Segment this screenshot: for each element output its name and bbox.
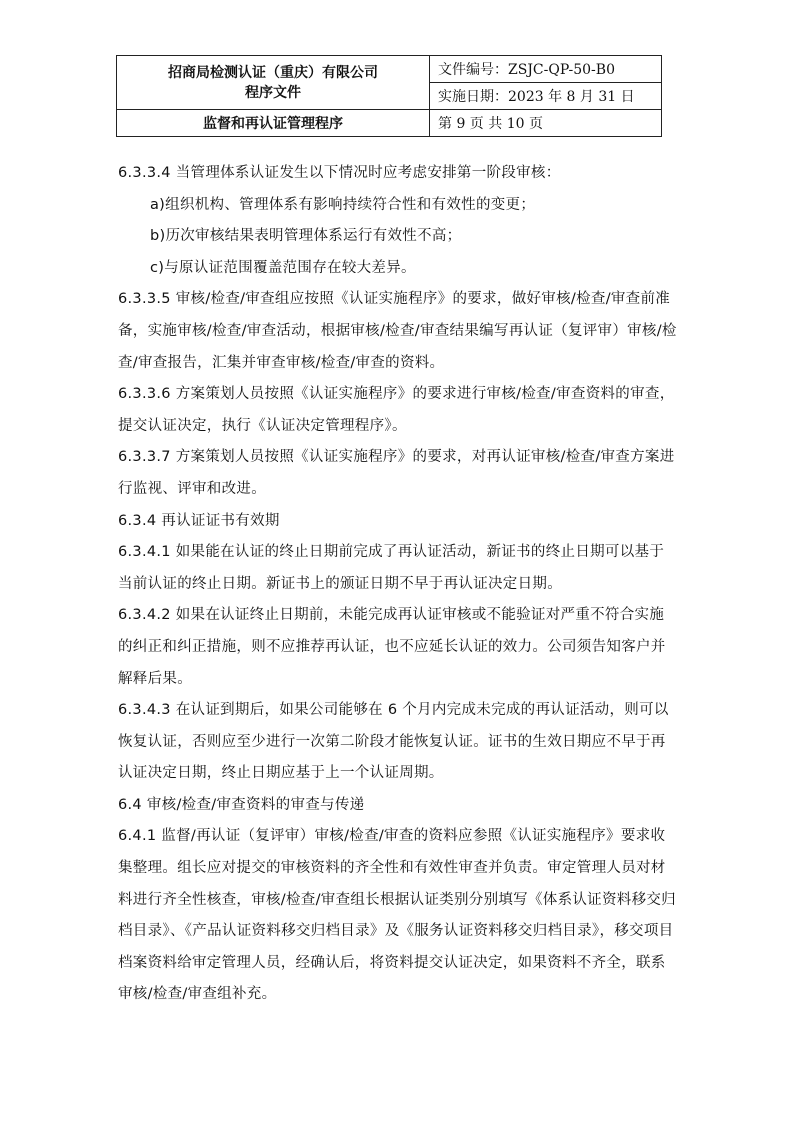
paragraph-6-3-3-7: 6.3.3.7 方案策划人员按照《认证实施程序》的要求，对再认证审核/检查/审查方案进行监视、评审和改进。 <box>118 449 675 497</box>
paragraph-6-3-3-5: 6.3.3.5 审核/检查/审查组应按照《认证实施程序》的要求，做好审核/检查/审查前准备，实施审核/检查/审查活动，根据审核/检查/审查结果编写再认证（复评审）审核/检查/审查报告，汇集并审查审核/检查/审查的资料。 <box>118 291 677 371</box>
doc-number: 文件编号：ZSJC-QP-50-B0 <box>430 56 662 83</box>
page-info: 第 9 页 共 10 页 <box>430 110 662 137</box>
paragraph-6-3-4-3: 6.3.4.3 在认证到期后，如果公司能够在 6 个月内完成未完成的再认证活动，则可以恢复认证，否则应至少进行一次第二阶段才能恢复认证。证书的生效日期应不早于再认证决定日期，终止日期应基于上一个认证周期。 <box>118 702 669 782</box>
paragraph-6-3-4-1: 6.3.4.1 如果能在认证的终止日期前完成了再认证活动，新证书的终止日期可以基于当前认证的终止日期。新证书上的颁证日期不早于再认证决定日期。 <box>118 544 665 592</box>
doc-type: 程序文件 <box>245 84 301 101</box>
effective-date: 实施日期：2023 年 8 月 31 日 <box>430 83 662 110</box>
paragraph-6-3-3-4: 6.3.3.4 当管理体系认证发生以下情况时应考虑安排第一阶段审核： <box>118 165 561 181</box>
company-cell <box>117 56 430 110</box>
document-body <box>118 158 678 1011</box>
document-header-table <box>116 55 662 137</box>
doc-title: 监督和再认证管理程序 <box>117 110 430 137</box>
list-item-b: b)历次审核结果表明管理体系运行有效性不高； <box>150 228 462 245</box>
company-name: 招商局检测认证（重庆）有限公司 <box>168 64 378 81</box>
paragraph-6-3-3-6: 6.3.3.6 方案策划人员按照《认证实施程序》的要求进行审核/检查/审查资料的审查，提交认证决定，执行《认证决定管理程序》。 <box>118 386 675 434</box>
heading-6-4: 6.4 审核/检查/审查资料的审查与传递 <box>118 796 365 813</box>
list-item-c: c)与原认证范围覆盖范围存在较大差异。 <box>150 259 416 276</box>
paragraph-6-4-1: 6.4.1 监督/再认证（复评审）审核/检查/审查的资料应参照《认证实施程序》要求收集整理。组长应对提交的审核资料的齐全性和有效性审查并负责。审定管理人员对材料进行齐全性核查，审核/检查/审查组长根据认证类别分别填写《体系认证资料移交归档目录》、《产品认证资料移交归档目录》及《服务认证资料移交归档目录》，移交项目档案资料给审定管理人员，经确认后，将资料提交认证决定，如果资料不齐全，联系审核/检查/审查组补充。 <box>118 828 676 1003</box>
list-item-a: a)组织机构、管理体系有影响持续符合性和有效性的变更； <box>150 196 536 213</box>
heading-6-3-4: 6.3.4 再认证证书有效期 <box>118 512 280 529</box>
paragraph-6-3-4-2: 6.3.4.2 如果在认证终止日期前，未能完成再认证审核或不能验证对严重不符合实施的纠正和纠正措施，则不应推荐再认证，也不应延长认证的效力。公司须告知客户并解释后果。 <box>118 607 666 687</box>
